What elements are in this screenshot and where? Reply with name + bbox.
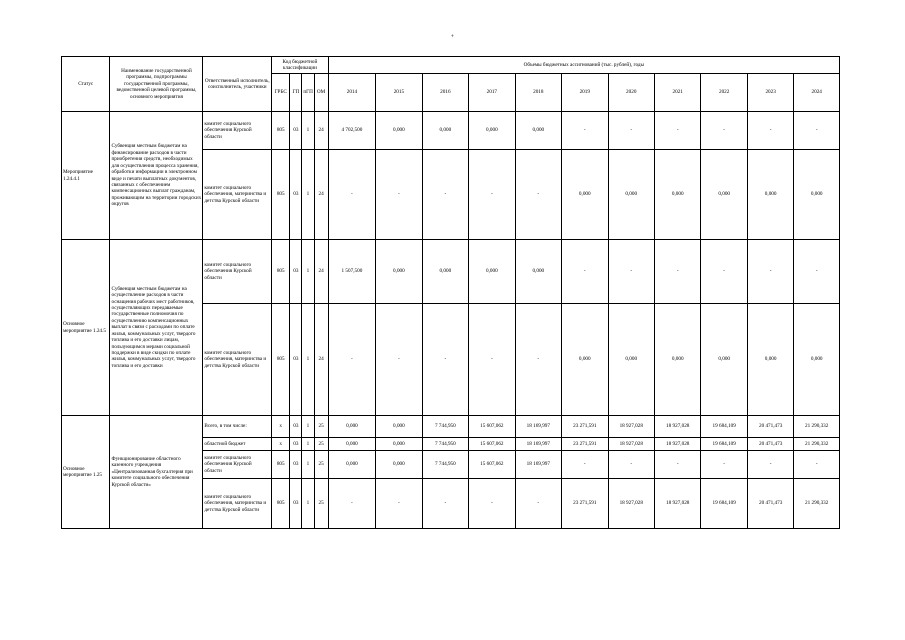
amount-cell: - (469, 150, 515, 240)
grbs-cell: х (272, 438, 290, 451)
pgp-cell: 1 (302, 416, 314, 438)
amount-cell: 1 507,500 (328, 240, 375, 304)
amount-cell: 18 169,997 (515, 416, 561, 438)
om-cell: 24 (314, 150, 328, 240)
amount-cell: 0,000 (701, 304, 747, 416)
header-year: 2017 (469, 74, 515, 112)
amount-cell: - (608, 112, 654, 150)
amount-cell: 0,000 (469, 240, 515, 304)
measure-name-cell: Функционирование областного казенного учреждения «Централизованная бухгалтерия при комитете социального обеспечения Курской области» (110, 416, 203, 529)
amount-cell: - (747, 112, 793, 150)
amount-cell: 0,000 (422, 240, 468, 304)
amount-cell: 0,000 (654, 150, 700, 240)
responsible-cell: комитет социального обеспечения Курской области (203, 112, 272, 150)
status-cell: Основное мероприятие 1.24.5 (62, 240, 110, 416)
amount-cell: 18 169,997 (515, 438, 561, 451)
responsible-cell: комитет социального обеспечения, материнства и детства Курской области (203, 150, 272, 240)
header-code-group: Код бюджетной классификации (272, 57, 329, 74)
amount-cell: 18 169,997 (515, 451, 561, 479)
amount-cell: 19 684,109 (701, 438, 747, 451)
amount-cell: 0,000 (328, 451, 375, 479)
amount-cell: - (328, 304, 375, 416)
page-number: + (450, 34, 455, 40)
amount-cell: 15 607,062 (469, 451, 515, 479)
om-cell: 25 (314, 416, 328, 438)
amount-cell: - (422, 479, 468, 529)
grbs-cell: 805 (272, 150, 290, 240)
amount-cell: 18 927,028 (654, 479, 700, 529)
measure-name-cell: Субвенция местным бюджетам на финансирование расходов в части приобретения средств, необходимых для осуществления процесса хранения, обработки информации в электронном виде и печати выплатных документов, связанных с обеспечением компенсационных выплат гражданам, проживающим на территории городских округов (110, 112, 203, 240)
gp-cell: 03 (290, 240, 302, 304)
gp-cell: 03 (290, 150, 302, 240)
amount-cell: 20 471,473 (747, 479, 793, 529)
amount-cell: - (654, 451, 700, 479)
amount-cell: - (701, 451, 747, 479)
amount-cell: 0,000 (376, 112, 422, 150)
header-volumes: Объемы бюджетных ассигнований (тыс. рублей), годы (328, 57, 839, 74)
header-pgp: пГП (302, 74, 314, 112)
amount-cell: 0,000 (794, 150, 840, 240)
grbs-cell: 805 (272, 240, 290, 304)
gp-cell: 03 (290, 479, 302, 529)
responsible-cell: комитет социального обеспечения, материнства и детства Курской области (203, 304, 272, 416)
grbs-cell: 805 (272, 304, 290, 416)
header-year: 2020 (608, 74, 654, 112)
amount-cell: - (328, 150, 375, 240)
responsible-cell: Всего, в том числе: (203, 416, 272, 438)
om-cell: 24 (314, 304, 328, 416)
pgp-cell: 1 (302, 112, 314, 150)
responsible-cell: областной бюджет (203, 438, 272, 451)
gp-cell: 03 (290, 304, 302, 416)
responsible-cell: комитет социального обеспечения Курской области (203, 451, 272, 479)
header-year: 2016 (422, 74, 468, 112)
grbs-cell: 805 (272, 479, 290, 529)
amount-cell: - (515, 150, 561, 240)
amount-cell: - (747, 240, 793, 304)
amount-cell: 21 290,332 (794, 438, 840, 451)
amount-cell: 18 927,028 (654, 438, 700, 451)
om-cell: 24 (314, 240, 328, 304)
pgp-cell: 1 (302, 479, 314, 529)
amount-cell: - (562, 240, 608, 304)
header-gp: ГП (290, 74, 302, 112)
table-row (62, 416, 840, 438)
amount-cell: 0,000 (515, 112, 561, 150)
header-year: 2014 (328, 74, 375, 112)
header-responsible: Ответственный исполнитель, соисполнитель, участники (203, 57, 272, 112)
grbs-cell: 805 (272, 451, 290, 479)
amount-cell: - (654, 112, 700, 150)
amount-cell: 0,000 (654, 304, 700, 416)
amount-cell: - (376, 150, 422, 240)
amount-cell: - (376, 479, 422, 529)
amount-cell: 21 290,332 (794, 416, 840, 438)
header-status: Статус (62, 57, 110, 112)
status-cell: Основное мероприятие 1.25 (62, 416, 110, 529)
amount-cell: 0,000 (376, 416, 422, 438)
amount-cell: 0,000 (328, 416, 375, 438)
amount-cell: 0,000 (701, 150, 747, 240)
amount-cell: 0,000 (794, 304, 840, 416)
amount-cell: - (422, 150, 468, 240)
amount-cell: 23 271,591 (562, 438, 608, 451)
amount-cell: 23 271,591 (562, 479, 608, 529)
header-year: 2024 (794, 74, 840, 112)
grbs-cell: х (272, 416, 290, 438)
pgp-cell: 1 (302, 304, 314, 416)
pgp-cell: 1 (302, 240, 314, 304)
amount-cell: - (562, 112, 608, 150)
amount-cell: 21 290,332 (794, 479, 840, 529)
om-cell: 25 (314, 438, 328, 451)
amount-cell: 0,000 (608, 304, 654, 416)
gp-cell: 03 (290, 451, 302, 479)
header-year: 2019 (562, 74, 608, 112)
amount-cell: - (794, 451, 840, 479)
gp-cell: 03 (290, 438, 302, 451)
amount-cell: 0,000 (562, 304, 608, 416)
amount-cell: - (654, 240, 700, 304)
amount-cell: 19 684,109 (701, 479, 747, 529)
amount-cell: - (469, 304, 515, 416)
amount-cell: 0,000 (469, 112, 515, 150)
amount-cell: - (562, 451, 608, 479)
pgp-cell: 1 (302, 438, 314, 451)
om-cell: 25 (314, 479, 328, 529)
table-row (62, 112, 840, 150)
grbs-cell: 805 (272, 112, 290, 150)
amount-cell: 0,000 (562, 150, 608, 240)
amount-cell: 0,000 (422, 112, 468, 150)
header-year: 2015 (376, 74, 422, 112)
header-year: 2023 (747, 74, 793, 112)
amount-cell: - (701, 112, 747, 150)
amount-cell: 18 927,028 (608, 479, 654, 529)
amount-cell: - (376, 304, 422, 416)
header-year: 2018 (515, 74, 561, 112)
pgp-cell: 1 (302, 150, 314, 240)
header-om: ОМ (314, 74, 328, 112)
amount-cell: 7 744,950 (422, 451, 468, 479)
amount-cell: 0,000 (747, 150, 793, 240)
measure-name-cell: Субвенция местным бюджетам на осуществление расходов в части оснащения рабочих мест работников, осуществляющих передаваемые государственные полномочия по осуществлению компенсационных выплат в связи с расходами по оплате жилья, коммунальных услуг, твердого топлива и его доставки лицам, пользующимся мерами социальной поддержки в виде скидки по оплате жилья, коммунальных услуг, твердого топлива и его доставки (110, 240, 203, 416)
amount-cell: - (328, 479, 375, 529)
header-year: 2022 (701, 74, 747, 112)
amount-cell: 0,000 (376, 451, 422, 479)
header-grbs: ГРБС (272, 74, 290, 112)
amount-cell: - (469, 479, 515, 529)
amount-cell: - (701, 240, 747, 304)
amount-cell: 0,000 (747, 304, 793, 416)
amount-cell: - (608, 451, 654, 479)
amount-cell: 7 744,950 (422, 438, 468, 451)
status-cell: Мероприятие 1.24.4.1 (62, 112, 110, 240)
amount-cell: 0,000 (376, 438, 422, 451)
amount-cell: 20 471,473 (747, 438, 793, 451)
om-cell: 25 (314, 451, 328, 479)
amount-cell: 23 271,591 (562, 416, 608, 438)
om-cell: 24 (314, 112, 328, 150)
amount-cell: 18 927,028 (608, 438, 654, 451)
amount-cell: 15 607,062 (469, 416, 515, 438)
amount-cell: 20 471,473 (747, 416, 793, 438)
header-year: 2021 (654, 74, 700, 112)
gp-cell: 03 (290, 416, 302, 438)
budget-table (61, 56, 840, 529)
amount-cell: 18 927,028 (608, 416, 654, 438)
table-row (62, 240, 840, 304)
pgp-cell: 1 (302, 451, 314, 479)
amount-cell: 0,000 (515, 240, 561, 304)
amount-cell: 18 927,028 (654, 416, 700, 438)
responsible-cell: комитет социального обеспечения, материнства и детства Курской области (203, 479, 272, 529)
amount-cell: 19 684,109 (701, 416, 747, 438)
amount-cell: - (422, 304, 468, 416)
responsible-cell: комитет социального обеспечения Курской области (203, 240, 272, 304)
amount-cell: - (794, 112, 840, 150)
amount-cell: 15 607,062 (469, 438, 515, 451)
amount-cell: - (608, 240, 654, 304)
amount-cell: - (515, 479, 561, 529)
amount-cell: 7 744,950 (422, 416, 468, 438)
amount-cell: - (794, 240, 840, 304)
header-name: Наименование государственной программы, подпрограммы государственной программы, ведомственной целевой программы, основного мероприятия (110, 57, 203, 112)
amount-cell: - (515, 304, 561, 416)
gp-cell: 03 (290, 112, 302, 150)
amount-cell: 4 702,500 (328, 112, 375, 150)
amount-cell: 0,000 (376, 240, 422, 304)
amount-cell: - (747, 451, 793, 479)
amount-cell: 0,000 (608, 150, 654, 240)
amount-cell: 0,000 (328, 438, 375, 451)
